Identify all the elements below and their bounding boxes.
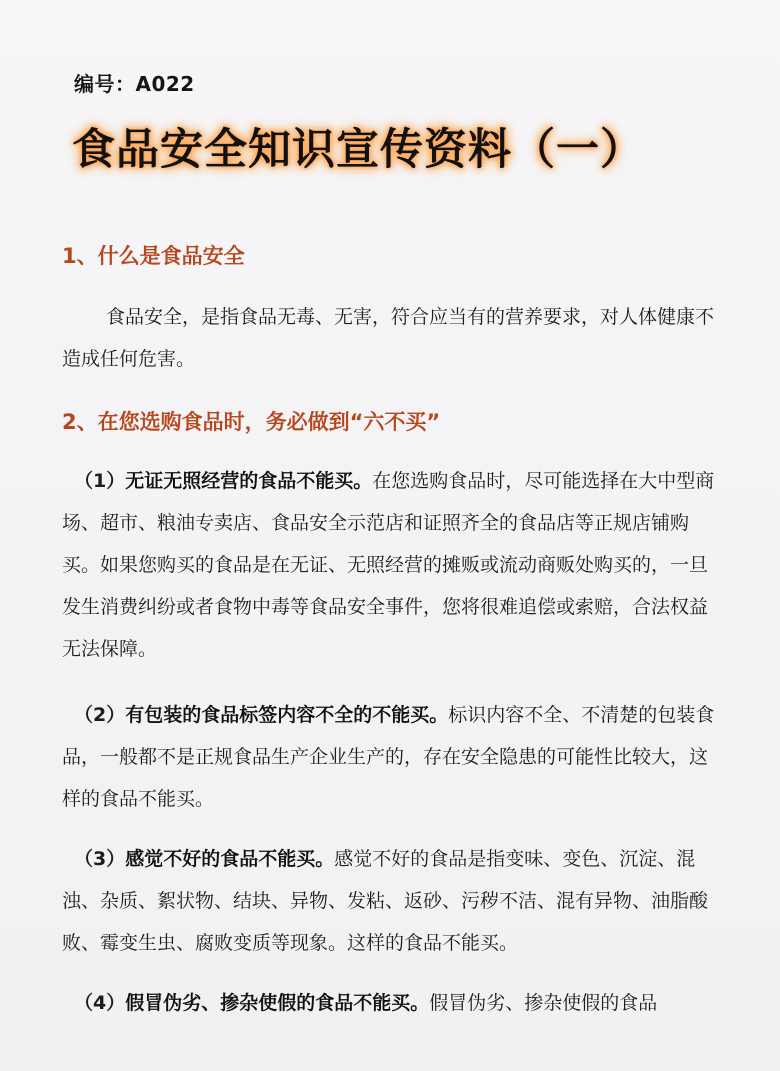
- document-number: 编号：A022: [74, 72, 195, 96]
- list-item: [62, 694, 722, 820]
- list-item: [62, 460, 722, 670]
- item-number: （4）: [74, 992, 126, 1014]
- item-number: （1）: [74, 470, 126, 492]
- list-item: [62, 838, 722, 964]
- item-text: 感觉不好的食品是指变味、变色、沉淀、混浊、杂质、絮状物、结块、异物、发粘、返砂、污秽不洁、混有异物、油脂酸败、霉变生虫、腐败变质等现象。这样的食品不能买。: [62, 848, 709, 954]
- item-lead: 有包装的食品标签内容不全的不能买。: [125, 704, 449, 726]
- item-lead: 无证无照经营的食品不能买。: [125, 470, 373, 492]
- item-text: 假冒伪劣、掺杂使假的食品: [429, 992, 658, 1014]
- section-1-body: 食品安全，是指食品无毒、无害，符合应当有的营养要求，对人体健康不造成任何危害。: [62, 306, 715, 370]
- section-heading-1: 1、什么是食品安全: [62, 244, 245, 268]
- section-heading-2: 2、在您选购食品时，务必做到“六不买”: [62, 410, 441, 434]
- item-lead: 感觉不好的食品不能买。: [125, 848, 335, 870]
- item-text: 在您选购食品时，尽可能选择在大中型商场、超市、粮油专卖店、食品安全示范店和证照齐全的食品店等正规店铺购买。如果您购买的食品是在无证、无照经营的摊贩或流动商贩处购买的，一旦发生消费纠纷或者食物中毒等食品安全事件，您将很难追偿或索赔，合法权益无法保障。: [62, 470, 715, 660]
- item-number: （3）: [74, 848, 126, 870]
- page-title: 食品安全知识宣传资料（一）: [72, 125, 644, 175]
- item-lead: 假冒伪劣、掺杂使假的食品不能买。: [125, 992, 430, 1014]
- item-number: （2）: [74, 704, 126, 726]
- list-item: [62, 982, 722, 1024]
- item-text: 标识内容不全、不清楚的包装食品，一般都不是正规食品生产企业生产的，存在安全隐患的可能性比较大，这样的食品不能买。: [62, 704, 715, 810]
